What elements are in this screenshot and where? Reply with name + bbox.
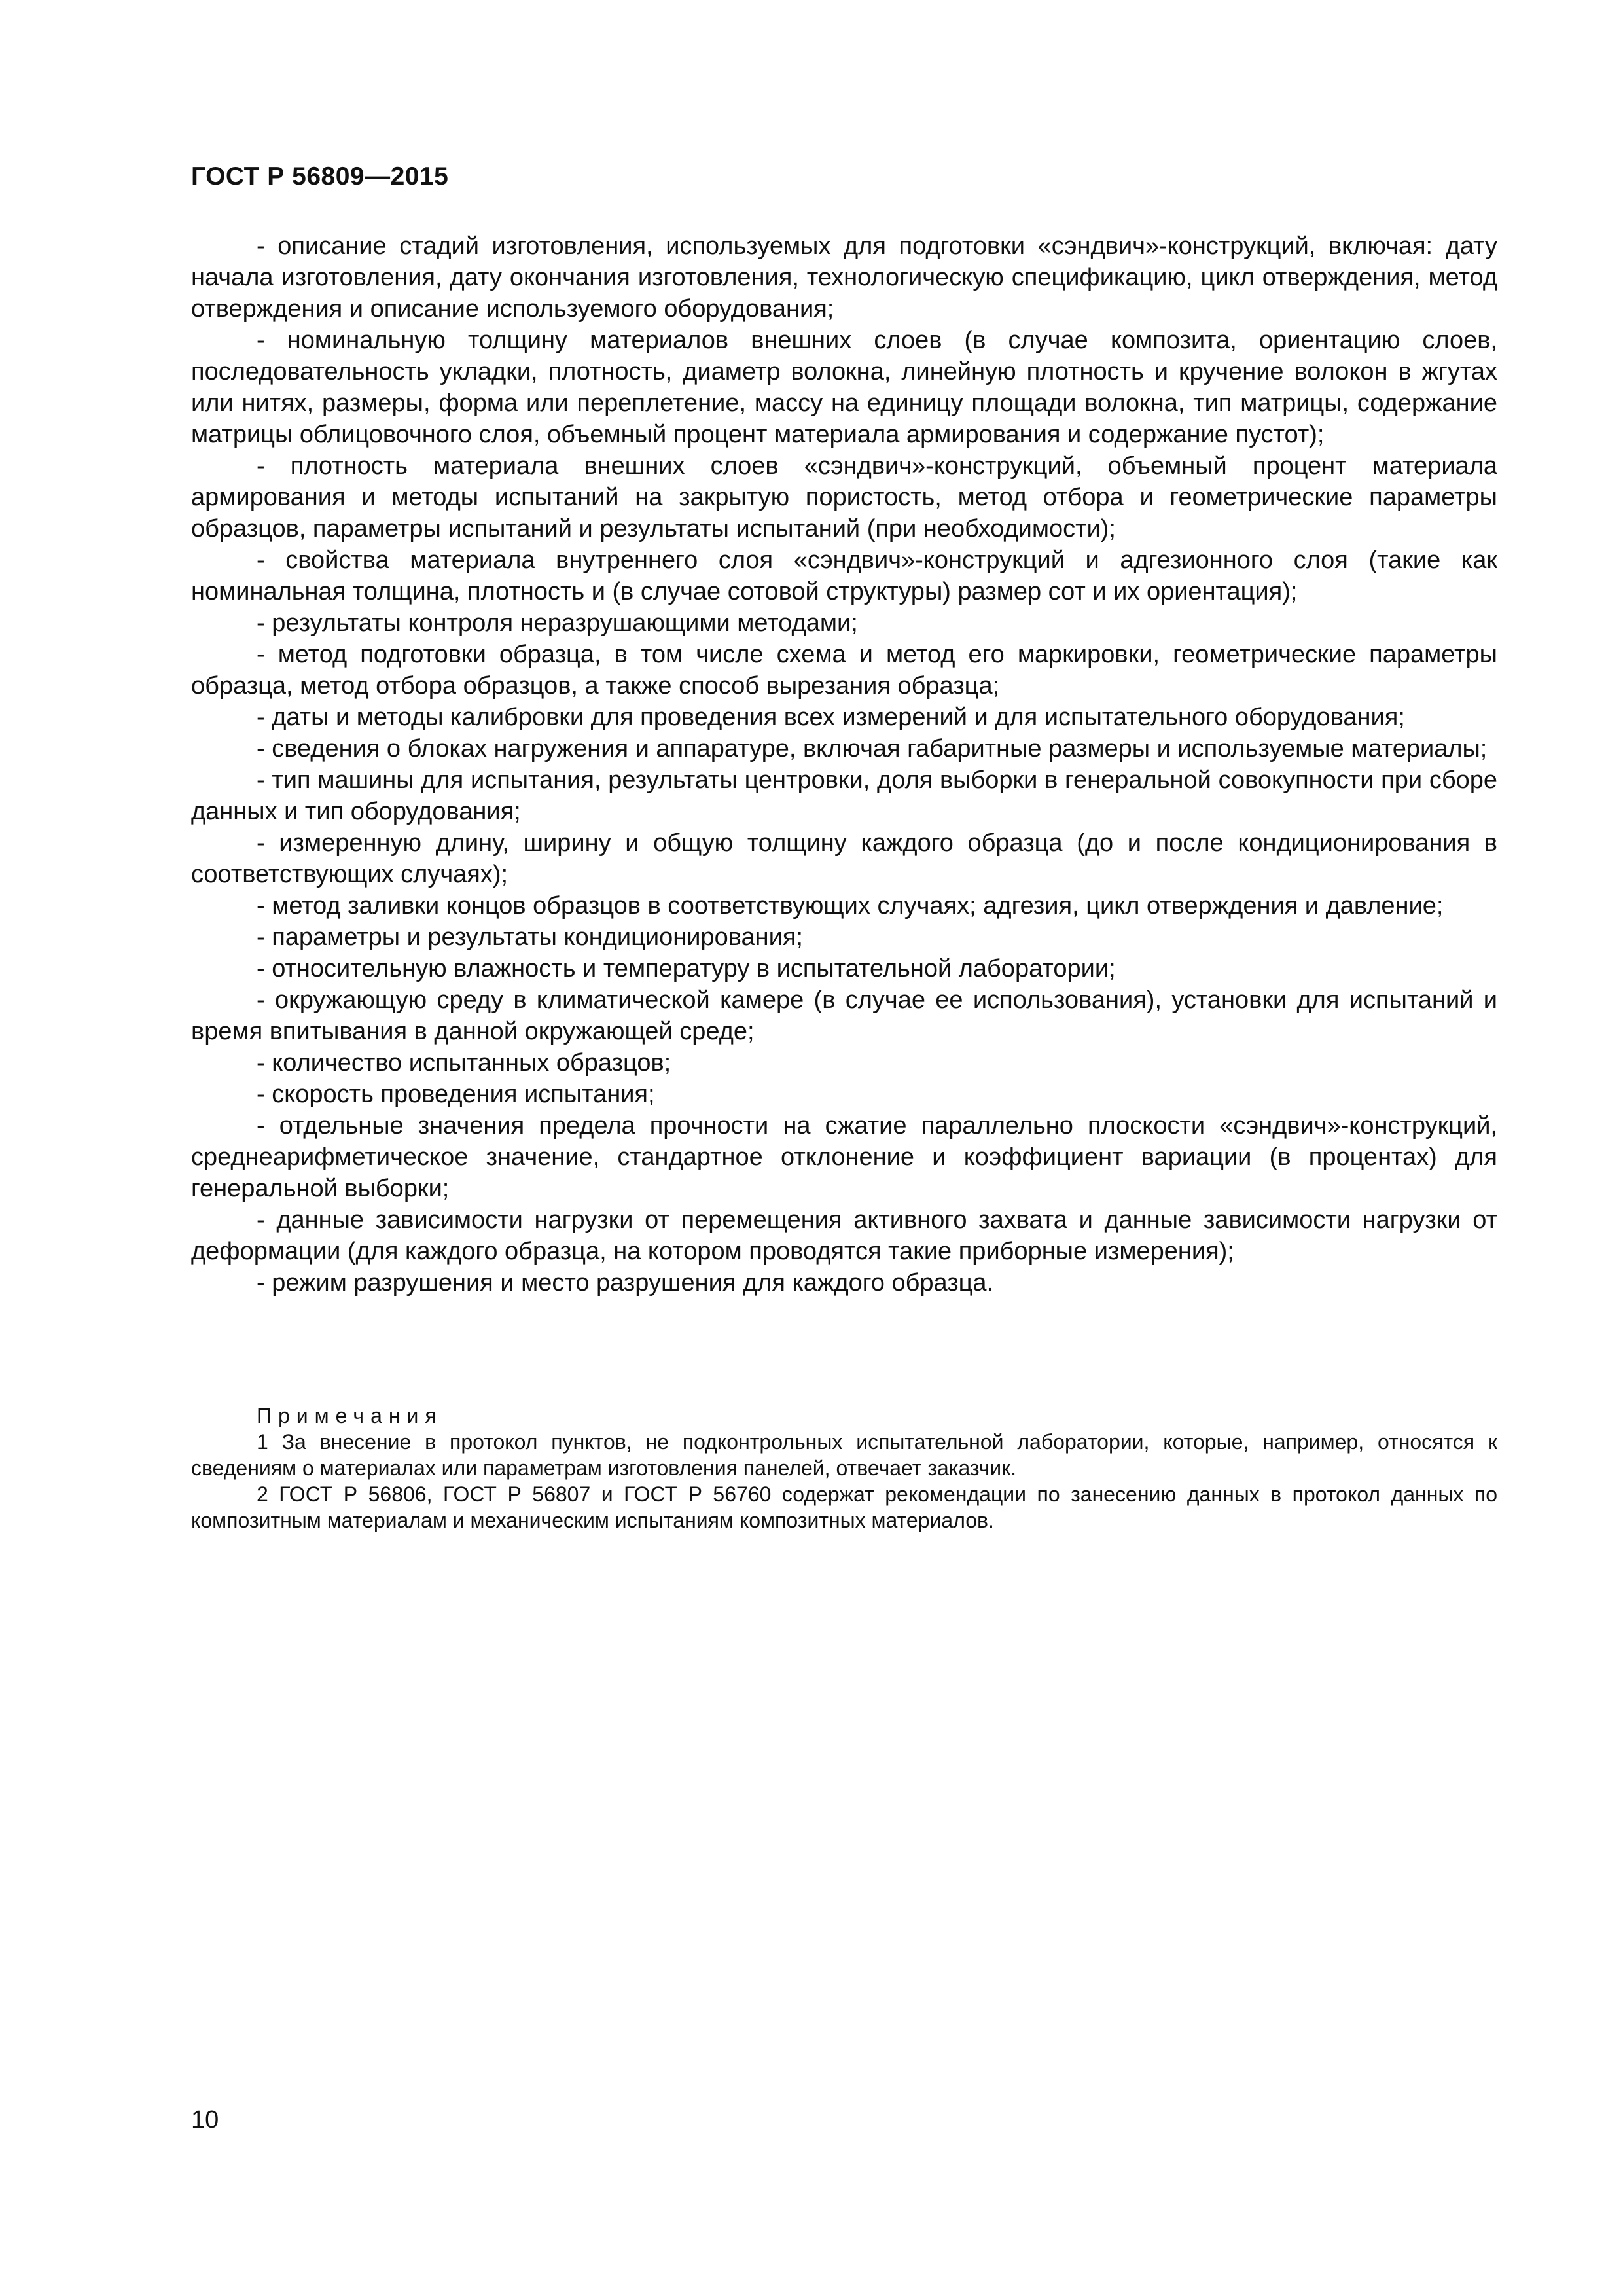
list-item: - данные зависимости нагрузки от перемещения активного захвата и данные зависимости нагрузки от деформации (для каждого образца, на котором проводятся такие приборные измерения); <box>191 1206 1497 1265</box>
notes-title: Примечания <box>257 1404 443 1427</box>
list-item: - метод подготовки образца, в том числе схема и метод его маркировки, геометрические параметры образца, метод отбора образцов, а также способ вырезания образца; <box>191 641 1497 700</box>
list-item: - измеренную длину, ширину и общую толщину каждого образца (до и после кондиционирования в соответствующих случаях); <box>191 829 1497 888</box>
page-number: 10 <box>191 2106 219 2134</box>
list-item: - плотность материала внешних слоев «сэндвич»-конструкций, объемный процент материала армирования и методы испытаний на закрытую пористость, метод отбора и геометрические параметры образцов, параметры испытаний и результаты испытаний (при необходимости); <box>191 452 1497 543</box>
list-item: - режим разрушения и место разрушения для каждого образца. <box>257 1269 994 1297</box>
notes-section <box>191 1403 1497 1534</box>
list-item: - даты и методы калибровки для проведения всех измерений и для испытательного оборудования; <box>257 704 1405 731</box>
list-item: - отдельные значения предела прочности на сжатие параллельно плоскости «сэндвич»-конструкций, среднеарифметическое значение, стандартное отклонение и коэффициент вариации (в процентах) для генеральной выборки; <box>191 1112 1497 1202</box>
list-item: - описание стадий изготовления, используемых для подготовки «сэндвич»-конструкций, включая: дату начала изготовления, дату окончания изготовления, технологическую спецификацию, цикл отверждения, метод отверждения и описание используемого оборудования; <box>191 232 1497 323</box>
list-item: - количество испытанных образцов; <box>257 1049 671 1077</box>
report-items-list <box>191 230 1497 1299</box>
list-item: - метод заливки концов образцов в соответствующих случаях; адгезия, цикл отверждения и давление; <box>257 892 1444 920</box>
list-item: - скорость проведения испытания; <box>257 1081 655 1108</box>
document-code-header: ГОСТ Р 56809—2015 <box>191 162 449 190</box>
list-item: - свойства материала внутреннего слоя «сэндвич»-конструкций и адгезионного слоя (такие как номинальная толщина, плотность и (в случае сотовой структуры) размер сот и их ориентация); <box>191 547 1497 605</box>
list-item: - относительную влажность и температуру в испытательной лаборатории; <box>257 955 1116 982</box>
list-item: - сведения о блоках нагружения и аппаратуре, включая габаритные размеры и используемые материалы; <box>257 735 1488 762</box>
list-item: - номинальную толщину материалов внешних слоев (в случае композита, ориентацию слоев, последовательность укладки, плотность, диаметр волокна, линейную плотность и кручение волокон в жгутах или нитях, размеры, форма или переплетение, массу на единицу площади волокна, тип матрицы, содержание матрицы облицовочного слоя, объемный процент материала армирования и содержание пустот); <box>191 327 1497 448</box>
list-item: - параметры и результаты кондиционирования; <box>257 924 803 951</box>
note-item: 2 ГОСТ Р 56806, ГОСТ Р 56807 и ГОСТ Р 56760 содержат рекомендации по занесению данных в протокол данных по композитным материалам и механическим испытаниям композитных материалов. <box>191 1482 1497 1532</box>
list-item: - окружающую среду в климатической камере (в случае ее использования), установки для испытаний и время впитывания в данной окружающей среде; <box>191 986 1497 1045</box>
note-item: 1 За внесение в протокол пунктов, не подконтрольных испытательной лаборатории, которые, например, относятся к сведениям о материалах или параметрам изготовления панелей, отвечает заказчик. <box>191 1430 1497 1480</box>
list-item: - результаты контроля неразрушающими методами; <box>257 609 858 637</box>
list-item: - тип машины для испытания, результаты центровки, доля выборки в генеральной совокупности при сборе данных и тип оборудования; <box>191 766 1497 825</box>
